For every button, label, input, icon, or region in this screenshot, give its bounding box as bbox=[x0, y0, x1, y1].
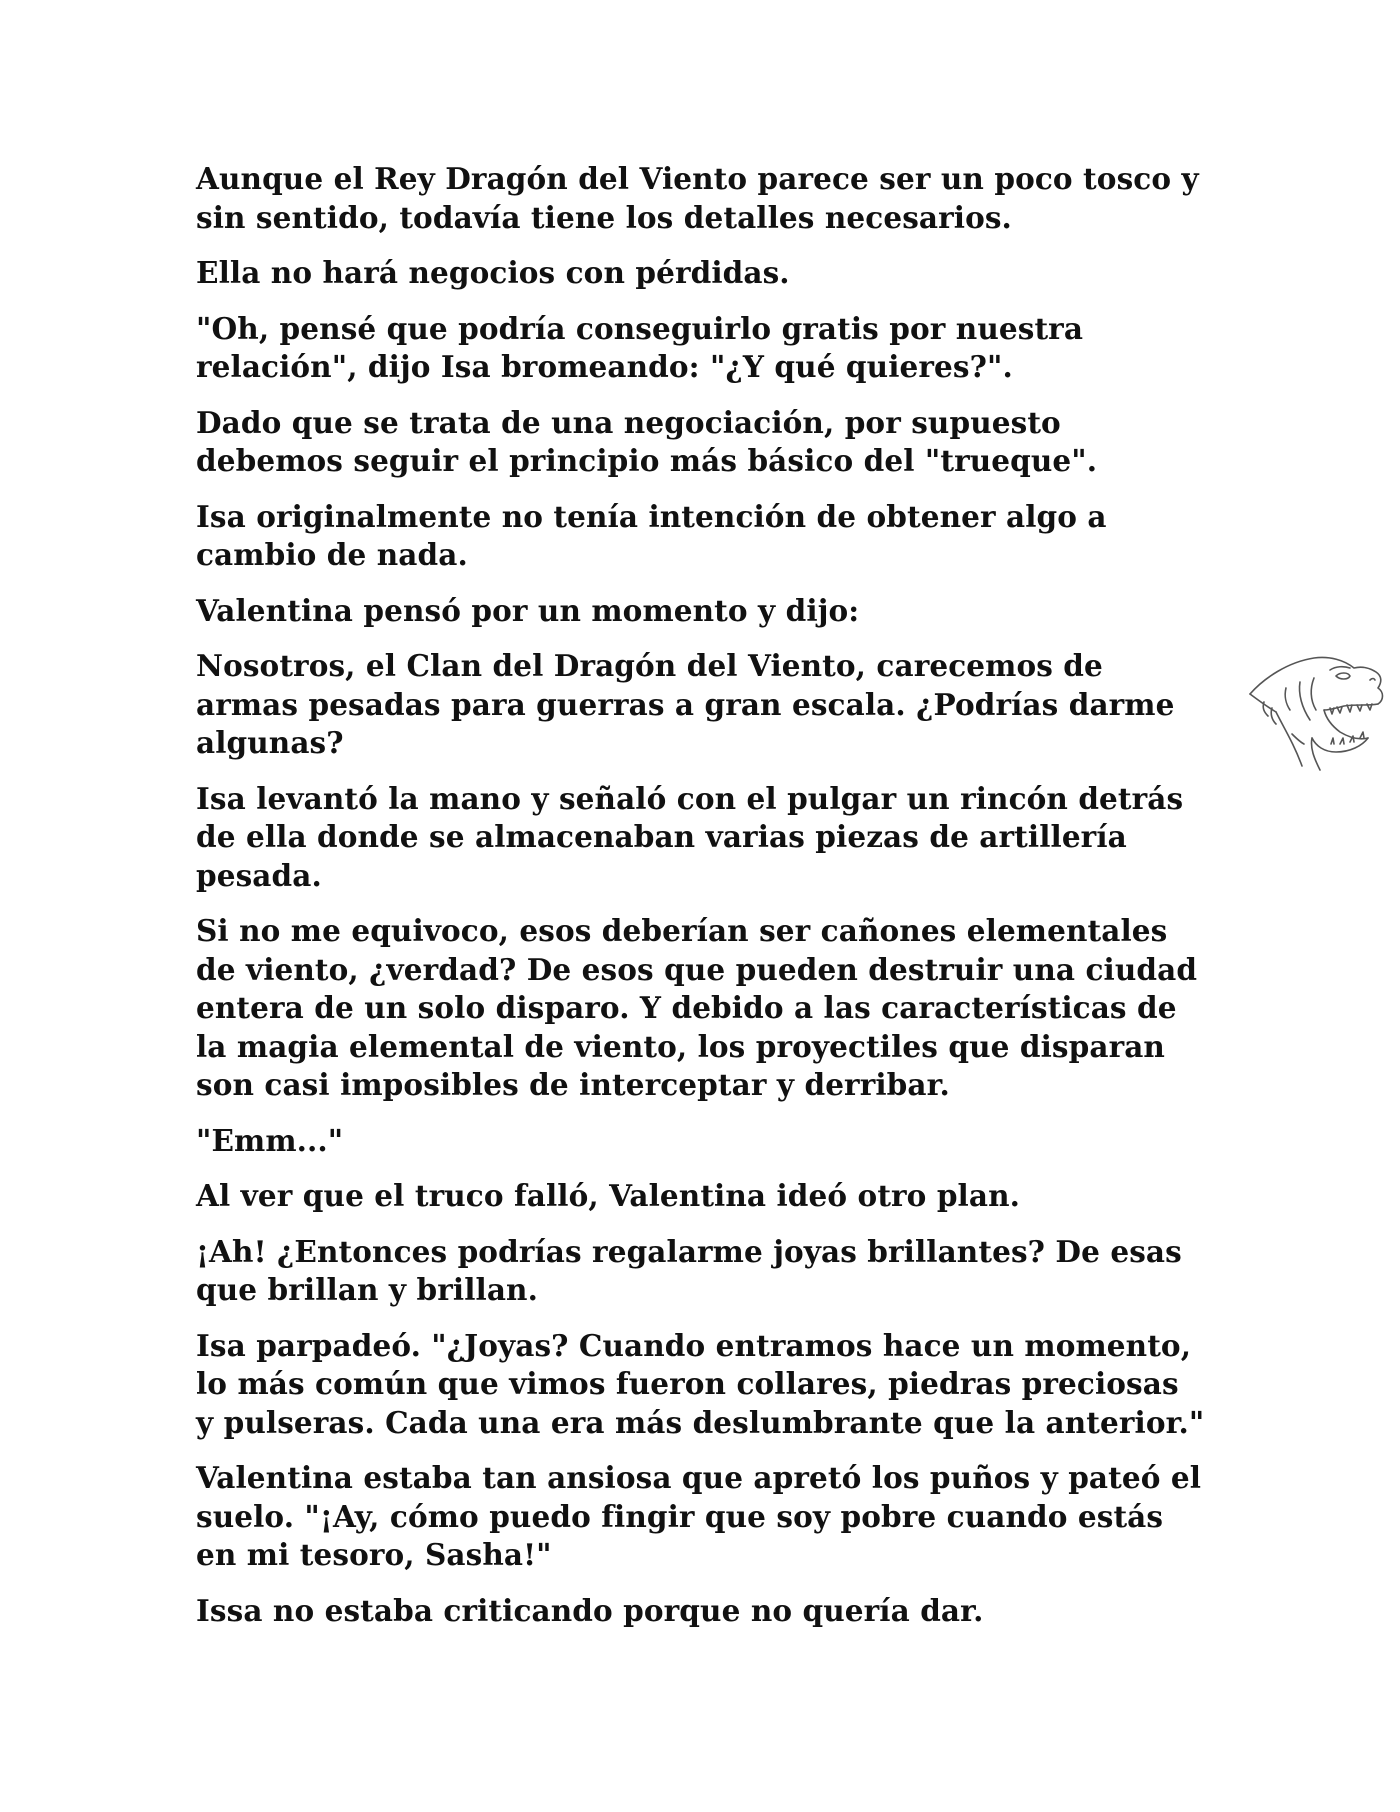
paragraph: Valentina estaba tan ansiosa que apretó los puños y pateó el suelo. "¡Ay, cómo puedo fingir que soy pobre cuando estás en mi tesoro, Sasha!" bbox=[196, 1460, 1202, 1572]
paragraph: Isa levantó la mano y señaló con el pulgar un rincón detrás de ella donde se almacenaban varias piezas de artillería pesada. bbox=[196, 780, 1184, 893]
paragraph: Si no me equivoco, esos deberían ser cañones elementales de viento, ¿verdad? De esos que pueden destruir una ciudad entera de un solo disparo. Y debido a las características de la magia elemental de viento, los proyectiles que disparan son casi imposibles de interceptar y derribar. bbox=[196, 913, 1198, 1102]
paragraph: Issa no estaba criticando porque no quería dar. bbox=[196, 1592, 984, 1628]
paragraph: Al ver que el truco falló, Valentina ideó otro plan. bbox=[196, 1178, 1020, 1213]
paragraph: Valentina pensó por un momento y dijo: bbox=[196, 592, 860, 628]
paragraph: "Oh, pensé que podría conseguirlo gratis por nuestra relación", dijo Isa bromeando: "¿Y qué quieres?". bbox=[196, 310, 1084, 384]
dinosaur-head-sketch-icon bbox=[1244, 648, 1388, 772]
paragraph: Isa originalmente no tenía intención de obtener algo a cambio de nada. bbox=[196, 498, 1107, 572]
paragraph: Aunque el Rey Dragón del Viento parece ser un poco tosco y sin sentido, todavía tiene los detalles necesarios. bbox=[196, 161, 1199, 235]
paragraph: Dado que se trata de una negociación, por supuesto debemos seguir el principio más básico del "trueque". bbox=[196, 404, 1098, 478]
paragraph: Ella no hará negocios con pérdidas. bbox=[196, 255, 790, 290]
paragraph: ¡Ah! ¿Entonces podrías regalarme joyas brillantes? De esas que brillan y brillan. bbox=[196, 1233, 1182, 1307]
paragraph: "Emm..." bbox=[196, 1122, 344, 1158]
document-body bbox=[196, 160, 1206, 1647]
paragraph: Isa parpadeó. "¿Joyas? Cuando entramos hace un momento, lo más común que vimos fueron collares, piedras preciosas y pulseras. Cada una era más deslumbrante que la anterior." bbox=[196, 1327, 1205, 1440]
paragraph: Nosotros, el Clan del Dragón del Viento, carecemos de armas pesadas para guerras a gran escala. ¿Podrías darme algunas? bbox=[196, 648, 1175, 760]
